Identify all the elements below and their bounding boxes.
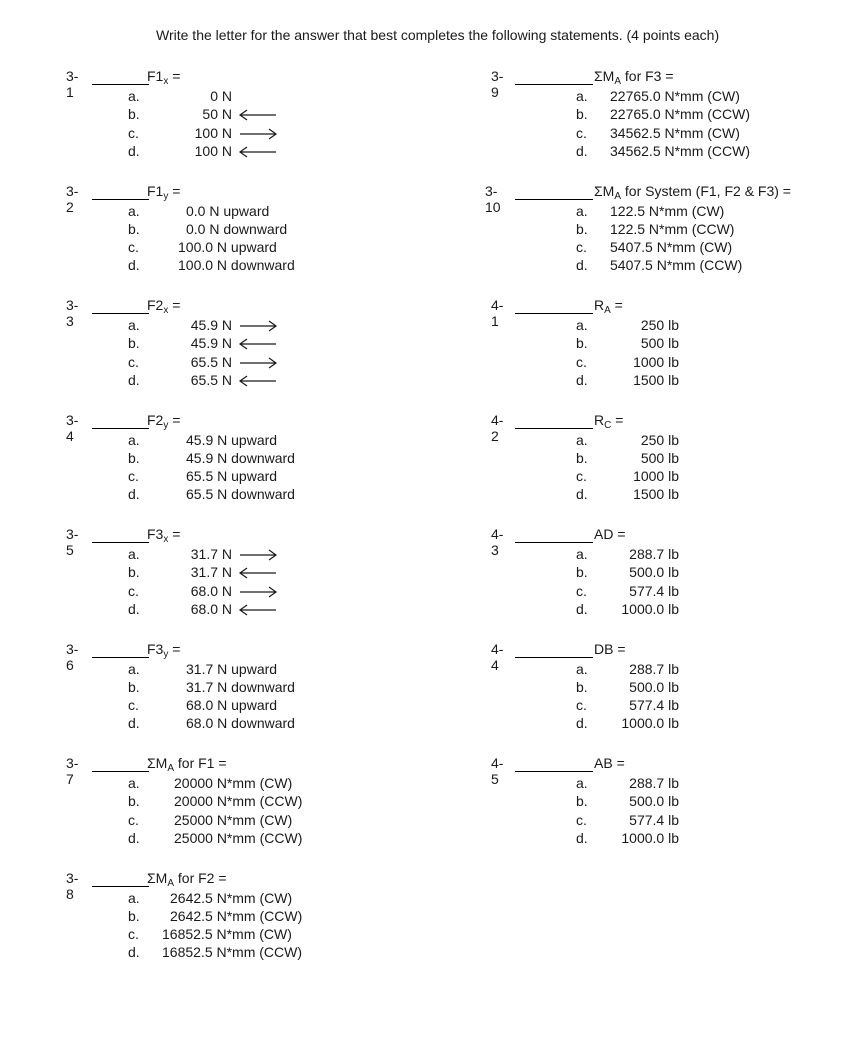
option-letter: b. <box>576 106 588 123</box>
prompt-subscript: A <box>614 76 621 87</box>
prompt-tail: = <box>168 297 181 313</box>
prompt-symbol: F3 <box>147 640 164 657</box>
option-letter: a. <box>128 88 140 104</box>
option-letter: c. <box>128 811 139 828</box>
question-prompt <box>147 755 227 774</box>
option-value: 577.4 lb <box>629 697 679 714</box>
option-letter: c. <box>576 468 587 485</box>
option-letter: c. <box>128 697 139 714</box>
answer-blank[interactable] <box>515 542 593 543</box>
option-value: 500.0 lb <box>629 678 679 695</box>
question-prompt <box>147 297 181 316</box>
option-letter: d. <box>576 142 588 159</box>
option-value: 16852.5 N*mm (CW) <box>162 926 292 943</box>
prompt-tail: for F1 = <box>174 755 227 771</box>
prompt-symbol: F1 <box>147 182 164 199</box>
answer-option <box>0 88 740 106</box>
prompt-symbol: F2 <box>147 411 164 428</box>
answer-blank[interactable] <box>515 313 593 314</box>
option-value: 20000 N*mm (CW) <box>174 775 293 791</box>
question-number: 3-9 <box>491 68 504 100</box>
option-value: 31.7 N upward <box>186 660 278 677</box>
option-value: 34562.5 N*mm (CW) <box>610 124 740 141</box>
option-value: 1000 lb <box>633 353 679 370</box>
option-value: 100.0 N upward <box>178 239 277 256</box>
option-value: 250 lb <box>640 431 679 448</box>
prompt-symbol: DB <box>594 640 614 657</box>
answer-option <box>0 335 679 353</box>
option-value: 500 lb <box>640 335 679 352</box>
prompt-symbol: AB <box>594 755 613 771</box>
option-value: 288.7 lb <box>629 660 679 677</box>
option-letter: a. <box>128 546 140 562</box>
answer-blank[interactable] <box>92 886 149 887</box>
answer-option <box>0 890 400 908</box>
question-prompt <box>147 68 181 87</box>
option-value: 500 lb <box>640 449 679 466</box>
option-value: 0 N <box>210 88 232 104</box>
option-letter: a. <box>128 317 140 333</box>
option-letter: b. <box>128 106 140 123</box>
option-value: 1500 lb <box>633 371 679 388</box>
option-letter: c. <box>576 353 587 370</box>
option-letter: c. <box>576 582 587 599</box>
option-letter: a. <box>128 202 140 219</box>
question-number: 3-7 <box>66 755 79 787</box>
prompt-tail: = <box>611 411 624 428</box>
option-letter: b. <box>128 793 140 810</box>
question-prompt <box>147 182 181 202</box>
prompt-tail: = <box>168 182 181 199</box>
option-letter: a. <box>576 88 588 104</box>
question-number: 3-8 <box>66 869 79 902</box>
prompt-symbol: R <box>594 411 605 428</box>
option-value: 288.7 lb <box>629 775 679 791</box>
option-letter: d. <box>128 257 140 274</box>
prompt-subscript: A <box>604 305 611 316</box>
option-value: 65.5 N <box>190 353 232 370</box>
prompt-subscript: C <box>604 419 612 431</box>
option-letter: d. <box>128 371 140 388</box>
question-number: 4-5 <box>491 755 504 787</box>
option-letter: c. <box>128 124 139 141</box>
answer-blank[interactable] <box>515 657 593 658</box>
option-letter: a. <box>576 431 588 448</box>
option-letter: b. <box>576 678 588 695</box>
answer-blank[interactable] <box>92 84 149 85</box>
question-prompt <box>147 526 181 545</box>
option-letter: d. <box>576 371 588 388</box>
prompt-tail: = <box>168 640 181 657</box>
answer-option <box>0 660 679 679</box>
option-letter: c. <box>576 697 587 714</box>
answer-option <box>0 715 679 733</box>
answer-option <box>0 142 751 161</box>
answer-option <box>0 202 725 221</box>
option-value: 1000.0 lb <box>621 829 679 846</box>
option-value: 25000 N*mm (CCW) <box>174 829 303 846</box>
answer-option <box>0 697 679 715</box>
answer-option <box>0 564 679 582</box>
option-value: 500.0 lb <box>629 793 679 810</box>
question-number: 3-6 <box>66 640 79 673</box>
prompt-tail: = <box>613 526 626 542</box>
option-value: 22765.0 N*mm (CW) <box>610 88 740 104</box>
question-prompt <box>594 411 624 431</box>
answer-option <box>0 908 400 926</box>
prompt-tail: for System (F1, F2 & F3) = <box>621 182 791 199</box>
question-prompt <box>594 641 626 657</box>
option-value: 500.0 lb <box>629 564 679 581</box>
option-value: 68.0 N upward <box>186 697 278 714</box>
question-prompt <box>594 755 625 771</box>
option-letter: c. <box>576 811 587 828</box>
option-value: 250 lb <box>640 317 679 333</box>
option-value: 16852.5 N*mm (CCW) <box>162 944 303 961</box>
answer-option <box>0 449 679 468</box>
option-letter: c. <box>576 239 587 256</box>
prompt-symbol: ΣM <box>147 755 168 771</box>
option-value: 68.0 N <box>190 600 232 617</box>
answer-blank[interactable] <box>515 428 593 429</box>
option-letter: d. <box>576 715 588 732</box>
option-letter: d. <box>128 486 140 503</box>
option-letter: c. <box>576 124 587 141</box>
option-letter: b. <box>128 678 140 695</box>
question-number: 4-4 <box>491 640 504 673</box>
option-letter: b. <box>128 220 140 237</box>
question-number: 4-2 <box>491 411 504 444</box>
prompt-tail: = <box>610 297 623 313</box>
option-value: 65.5 N <box>190 371 232 388</box>
prompt-symbol: F1 <box>147 68 164 84</box>
answer-option <box>0 793 679 811</box>
option-value: 45.9 N <box>190 335 232 352</box>
answer-blank[interactable] <box>515 199 593 200</box>
question-prompt <box>147 640 181 660</box>
option-letter: c. <box>128 353 139 370</box>
option-value: 45.9 N upward <box>186 431 278 448</box>
prompt-subscript: y <box>163 648 169 660</box>
question-number: 3-4 <box>66 411 79 444</box>
prompt-subscript: x <box>163 534 169 545</box>
option-letter: d. <box>576 600 588 617</box>
option-letter: b. <box>576 220 588 237</box>
answer-blank[interactable] <box>92 313 149 314</box>
option-value: 0.0 N downward <box>186 220 288 237</box>
option-letter: a. <box>128 431 140 448</box>
prompt-symbol: ΣM <box>594 182 615 199</box>
option-letter: a. <box>576 202 588 219</box>
prompt-subscript: y <box>163 190 169 202</box>
option-value: 1500 lb <box>633 486 679 503</box>
option-letter: d. <box>128 600 140 617</box>
prompt-subscript: A <box>167 763 174 774</box>
answer-option <box>0 546 679 564</box>
question-number: 3-5 <box>66 526 79 558</box>
option-letter: b. <box>576 793 588 810</box>
option-value: 31.7 N <box>190 546 232 562</box>
option-value: 45.9 N downward <box>186 449 295 466</box>
option-value: 65.5 N upward <box>186 468 278 485</box>
option-letter: c. <box>128 582 139 599</box>
option-letter: b. <box>576 335 588 352</box>
option-letter: d. <box>576 486 588 503</box>
option-letter: d. <box>576 257 588 274</box>
prompt-tail: = <box>613 640 626 657</box>
prompt-tail: = <box>168 68 181 84</box>
option-value: 5407.5 N*mm (CCW) <box>610 257 743 274</box>
option-value: 1000 lb <box>633 468 679 485</box>
option-value: 5407.5 N*mm (CW) <box>610 239 733 256</box>
option-letter: d. <box>128 944 140 961</box>
answer-option <box>0 944 400 962</box>
option-letter: a. <box>128 660 140 677</box>
answer-option <box>0 371 679 390</box>
option-value: 50 N <box>202 106 232 123</box>
option-value: 22765.0 N*mm (CCW) <box>610 106 751 123</box>
answer-option <box>0 220 735 239</box>
prompt-symbol: F2 <box>147 297 164 313</box>
option-letter: a. <box>576 775 588 791</box>
answer-blank[interactable] <box>92 771 149 772</box>
prompt-subscript: x <box>163 305 169 316</box>
question-number: 4-3 <box>491 526 504 558</box>
instructions-header: Write the letter for the answer that best completes the following statements. (4 points each) <box>156 27 720 43</box>
answer-option <box>0 239 733 257</box>
prompt-tail: = <box>168 411 181 428</box>
option-value: 100.0 N downward <box>178 257 295 274</box>
answer-option <box>0 257 743 275</box>
option-value: 20000 N*mm (CCW) <box>174 793 303 810</box>
option-value: 288.7 lb <box>629 546 679 562</box>
option-letter: a. <box>128 775 140 791</box>
answer-blank[interactable] <box>515 771 593 772</box>
prompt-tail: for F3 = <box>621 68 674 84</box>
option-letter: a. <box>576 660 588 677</box>
option-value: 65.5 N downward <box>186 486 295 503</box>
option-letter: b. <box>576 564 588 581</box>
option-letter: c. <box>128 239 139 256</box>
question-number: 3-1 <box>66 68 79 100</box>
answer-option <box>0 486 679 504</box>
option-letter: a. <box>576 317 588 333</box>
answer-option <box>0 317 679 335</box>
option-letter: b. <box>128 449 140 466</box>
option-value: 100 N <box>194 124 232 141</box>
question-prompt <box>594 68 674 87</box>
option-letter: b. <box>128 564 140 581</box>
prompt-symbol: ΣM <box>147 869 168 886</box>
answer-option <box>0 431 679 450</box>
option-value: 2642.5 N*mm (CCW) <box>170 907 303 924</box>
answer-blank[interactable] <box>92 199 149 200</box>
prompt-symbol: ΣM <box>594 68 615 84</box>
answer-option <box>0 926 400 944</box>
question-prompt <box>147 411 181 431</box>
answer-option <box>0 775 679 793</box>
answer-option <box>0 678 679 697</box>
question-number: 3-2 <box>66 182 79 215</box>
option-letter: d. <box>128 142 140 159</box>
option-letter: d. <box>128 829 140 846</box>
question-prompt <box>594 297 623 316</box>
prompt-symbol: F3 <box>147 526 164 542</box>
option-value: 34562.5 N*mm (CCW) <box>610 142 751 159</box>
answer-blank[interactable] <box>92 657 149 658</box>
option-value: 68.0 N <box>190 582 232 599</box>
option-letter: a. <box>576 546 588 562</box>
question-prompt <box>594 182 791 202</box>
option-value: 1000.0 lb <box>621 600 679 617</box>
answer-option <box>0 353 679 372</box>
prompt-subscript: A <box>614 190 621 202</box>
prompt-subscript: x <box>163 76 169 87</box>
option-letter: a. <box>128 889 140 906</box>
question-prompt <box>147 869 227 889</box>
answer-blank[interactable] <box>515 84 593 85</box>
option-letter: b. <box>576 449 588 466</box>
question-number: 4-1 <box>491 297 504 329</box>
option-value: 0.0 N upward <box>186 202 270 219</box>
prompt-tail: = <box>168 526 181 542</box>
option-letter: c. <box>128 468 139 485</box>
option-value: 2642.5 N*mm (CW) <box>170 889 293 906</box>
option-value: 68.0 N downward <box>186 715 295 732</box>
answer-blank[interactable] <box>92 428 149 429</box>
answer-blank[interactable] <box>92 542 149 543</box>
prompt-subscript: y <box>163 419 169 431</box>
option-value: 31.7 N downward <box>186 678 295 695</box>
prompt-tail: = <box>612 755 625 771</box>
answer-option <box>0 468 679 486</box>
answer-option <box>0 124 740 143</box>
question-number: 3-3 <box>66 297 79 329</box>
option-value: 45.9 N <box>190 317 232 333</box>
answer-option <box>0 829 679 848</box>
option-letter: d. <box>128 715 140 732</box>
prompt-subscript: A <box>167 877 174 889</box>
option-value: 577.4 lb <box>629 582 679 599</box>
option-value: 122.5 N*mm (CCW) <box>610 220 735 237</box>
option-letter: b. <box>128 907 140 924</box>
question-prompt <box>594 526 626 542</box>
prompt-tail: for F2 = <box>174 869 227 886</box>
prompt-symbol: AD <box>594 526 614 542</box>
prompt-symbol: R <box>594 297 605 313</box>
answer-option <box>0 106 751 124</box>
option-value: 1000.0 lb <box>621 715 679 732</box>
question-number: 3-10 <box>485 182 501 215</box>
option-value: 122.5 N*mm (CW) <box>610 202 725 219</box>
option-value: 577.4 lb <box>629 811 679 828</box>
answer-option <box>0 600 679 619</box>
option-value: 25000 N*mm (CW) <box>174 811 293 828</box>
option-value: 100 N <box>194 142 232 159</box>
option-letter: c. <box>128 926 139 943</box>
answer-option <box>0 582 679 601</box>
option-letter: d. <box>576 829 588 846</box>
option-letter: b. <box>128 335 140 352</box>
answer-option <box>0 811 679 830</box>
option-value: 31.7 N <box>190 564 232 581</box>
